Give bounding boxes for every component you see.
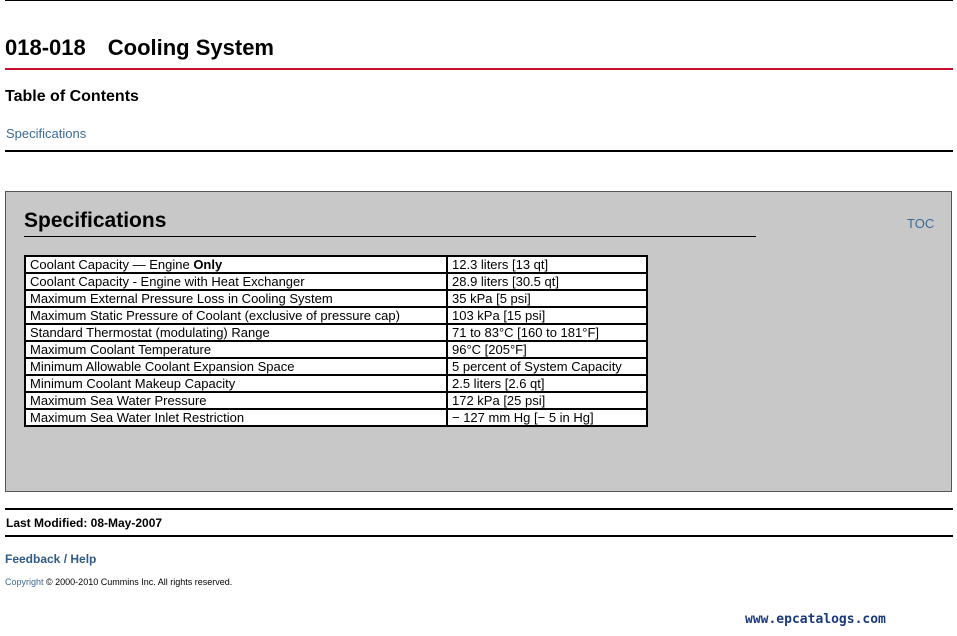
spec-label: Maximum Coolant Temperature [30, 342, 212, 357]
table-row [26, 308, 646, 323]
spec-label: Standard Thermostat (modulating) Range [30, 325, 270, 340]
table-row [26, 359, 646, 374]
table-row [26, 342, 646, 357]
last-modified: Last Modified: 08-May-2007 [6, 516, 163, 530]
spec-label-cell [26, 359, 446, 374]
toc-link-specifications[interactable]: Specifications [6, 126, 87, 141]
page-title [5, 35, 274, 61]
spec-label-cell [26, 376, 446, 391]
spec-value: 35 kPa [5 psi] [448, 291, 646, 306]
doc-title-text: Cooling System [107, 35, 274, 60]
table-row [26, 325, 646, 340]
spec-label: Maximum Sea Water Pressure [30, 393, 207, 408]
spec-value: 96°C [205°F] [448, 342, 646, 357]
specifications-table [24, 255, 648, 427]
specifications-panel [5, 191, 952, 492]
footer-divider-top [5, 508, 953, 510]
spec-label: Minimum Allowable Coolant Expansion Space [30, 359, 295, 374]
spec-label-cell [26, 342, 446, 357]
spec-label-cell [26, 257, 446, 272]
copyright-link[interactable]: Copyright [5, 577, 44, 587]
footer-divider-bottom [5, 535, 953, 537]
spec-label: Maximum Sea Water Inlet Restriction [30, 410, 245, 425]
watermark-text: www.epcatalogs.com [745, 612, 886, 627]
spec-value: 12.3 liters [13 qt] [448, 257, 646, 272]
specifications-underline [24, 236, 756, 237]
spec-label: Minimum Coolant Makeup Capacity [30, 376, 236, 391]
spec-label-cell [26, 308, 446, 323]
spec-label: Maximum External Pressure Loss in Cooling System [30, 291, 333, 306]
spec-value: 5 percent of System Capacity [448, 359, 646, 374]
toc-heading: Table of Contents [5, 88, 139, 105]
table-row [26, 291, 646, 306]
spec-label-cell [26, 325, 446, 340]
spec-label: Coolant Capacity - Engine with Heat Exchanger [30, 274, 305, 289]
top-divider [5, 0, 953, 1]
spec-value: 71 to 83°C [160 to 181°F] [448, 325, 646, 340]
table-row [26, 410, 646, 425]
toc-back-link[interactable]: TOC [907, 216, 935, 231]
copyright-line [5, 577, 232, 587]
spec-label-cell [26, 393, 446, 408]
title-divider [5, 68, 953, 70]
spec-value: 103 kPa [15 psi] [448, 308, 646, 323]
spec-label-cell [26, 291, 446, 306]
toc-divider [5, 150, 953, 152]
spec-value: 172 kPa [25 psi] [448, 393, 646, 408]
spec-value: 28.9 liters [30.5 qt] [448, 274, 646, 289]
copyright-text: © 2000-2010 Cummins Inc. All rights reserved. [43, 577, 233, 587]
spec-label-cell [26, 274, 446, 289]
spec-label: Coolant Capacity — Engine [30, 257, 194, 272]
doc-number: 018-018 [5, 35, 86, 60]
spec-value: − 127 mm Hg [− 5 in Hg] [448, 410, 646, 425]
spec-label: Maximum Static Pressure of Coolant (exclusive of pressure cap) [30, 308, 400, 323]
table-row [26, 274, 646, 289]
table-row [26, 393, 646, 408]
table-row [26, 376, 646, 391]
spec-value: 2.5 liters [2.6 qt] [448, 376, 646, 391]
table-row [26, 257, 646, 272]
spec-label-emphasis: Only [193, 257, 223, 272]
specifications-title: Specifications [24, 209, 167, 232]
spec-label-cell [26, 410, 446, 425]
feedback-help-link[interactable]: Feedback / Help [5, 552, 97, 566]
